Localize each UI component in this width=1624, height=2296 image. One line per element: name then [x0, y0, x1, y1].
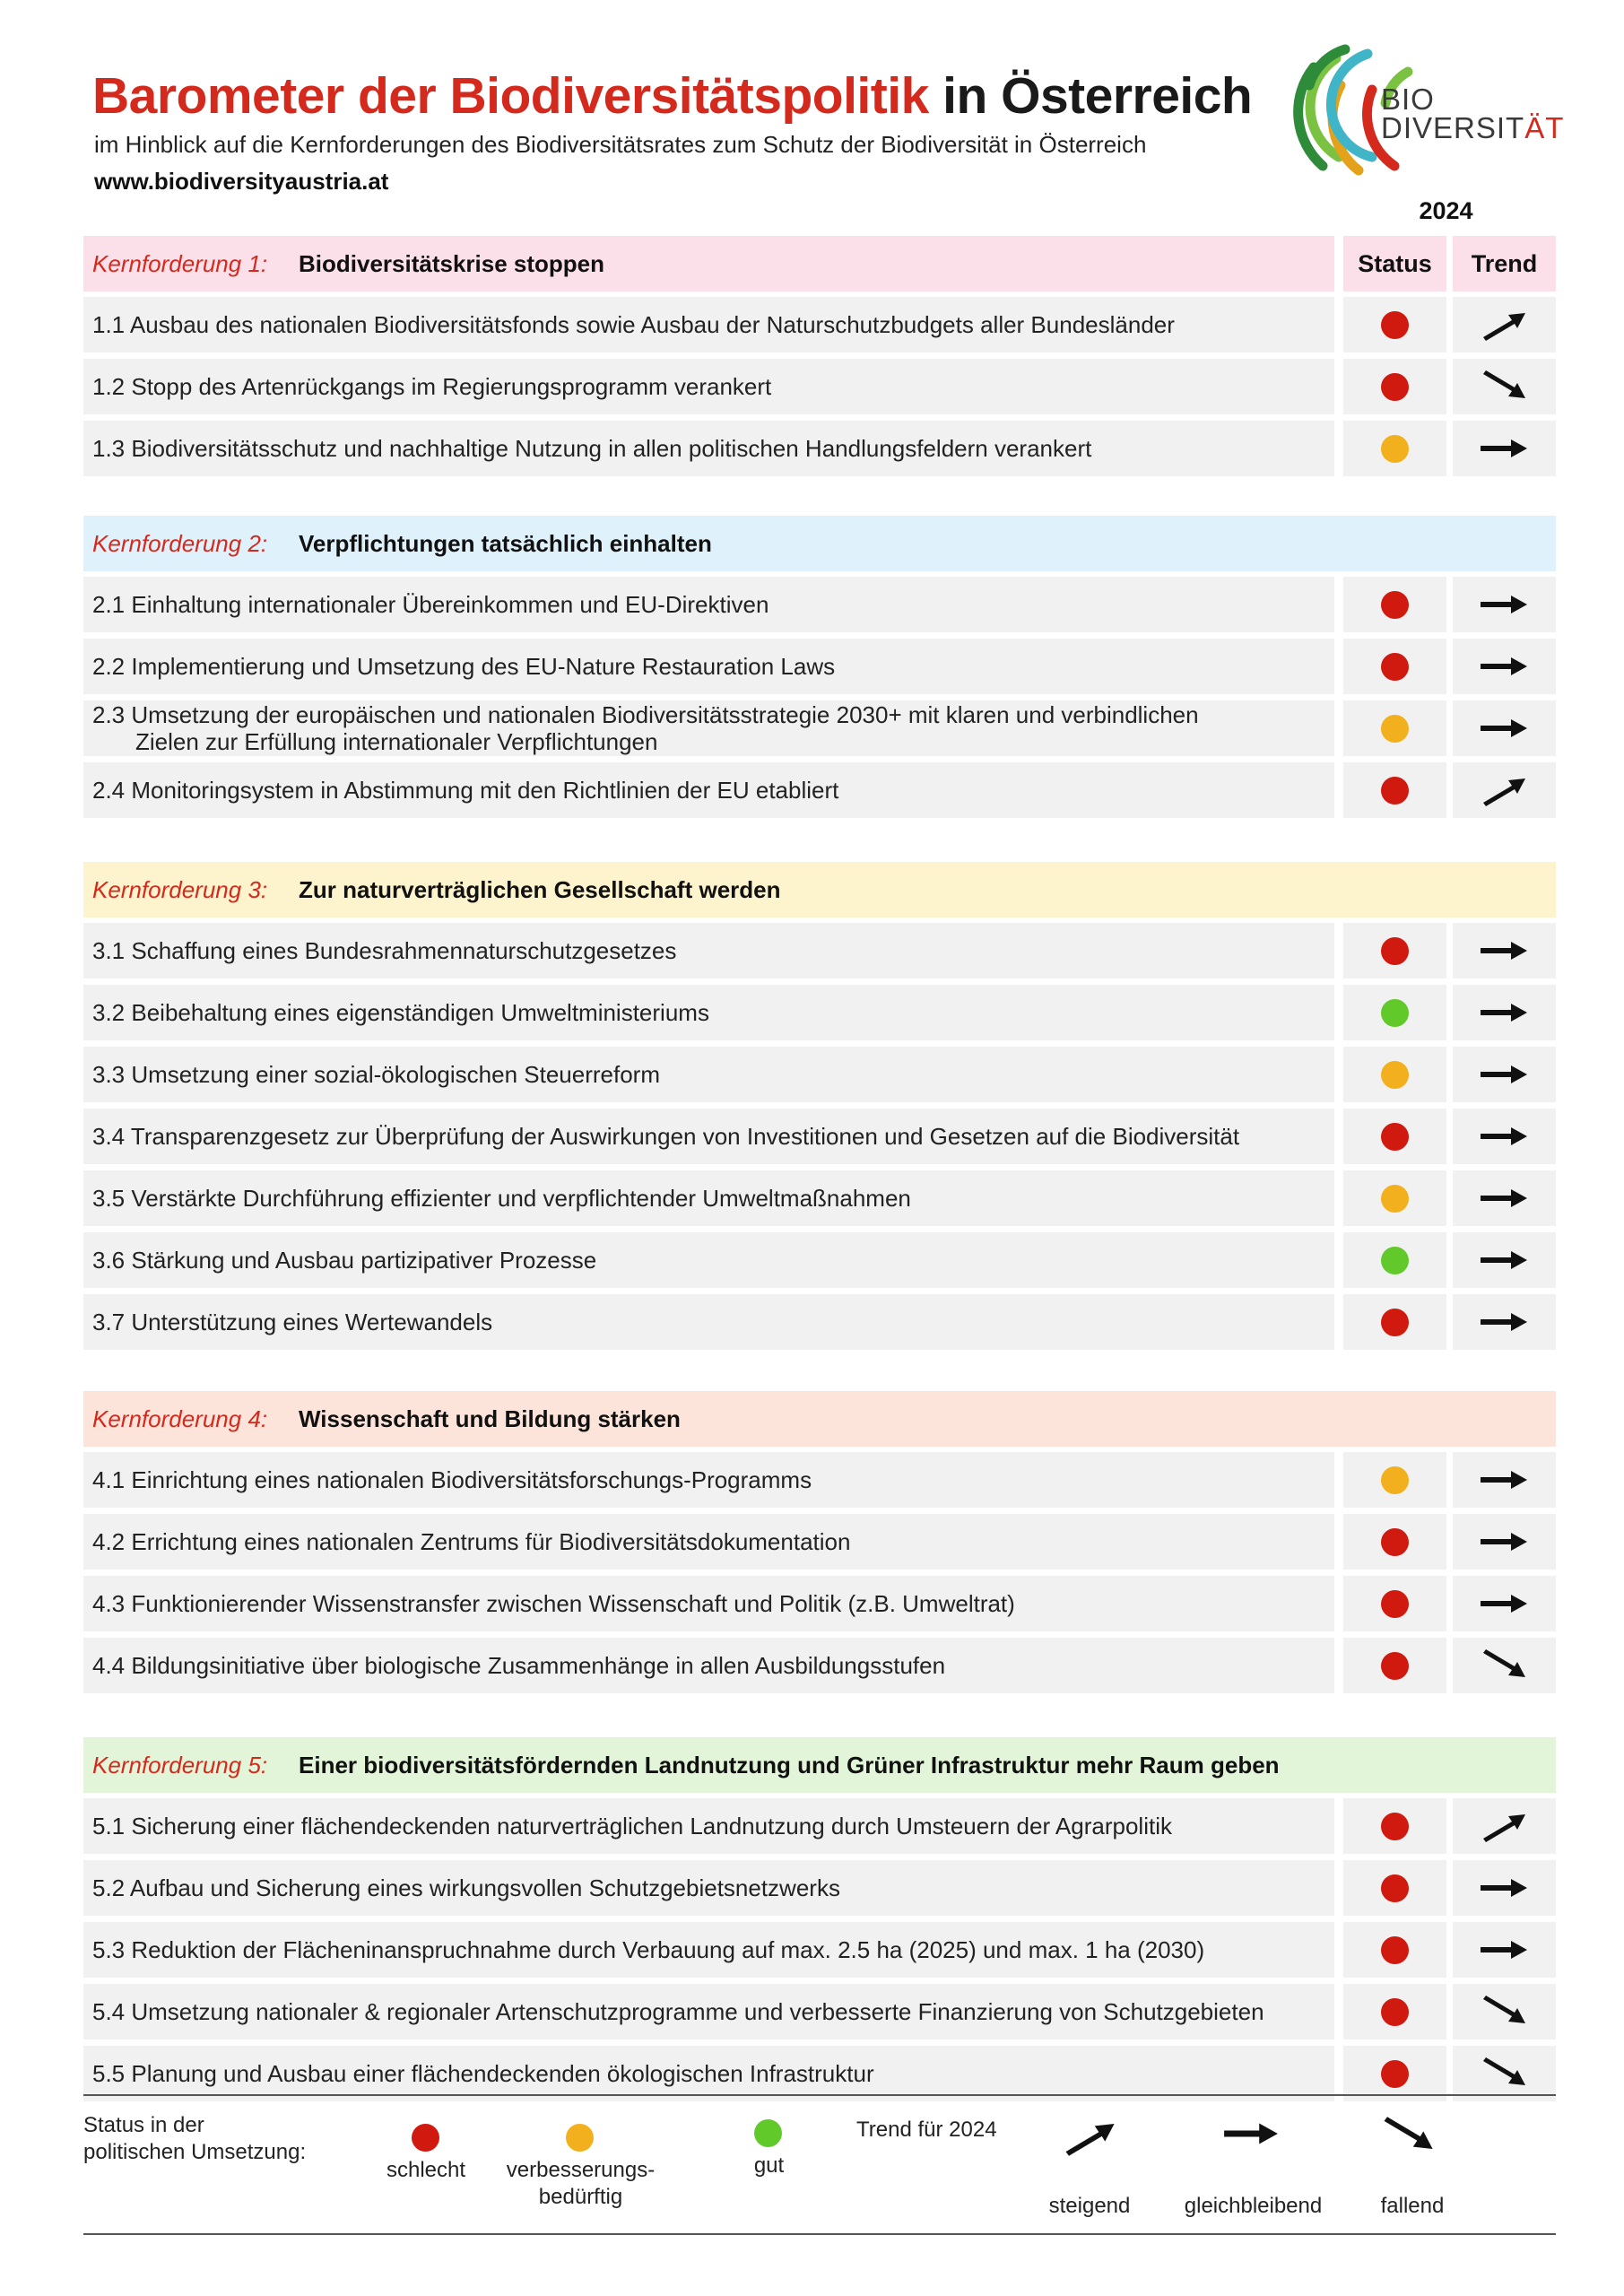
- requirement-text-line: 1.2 Stopp des Artenrückgangs im Regierungsprogramm verankert: [92, 373, 772, 400]
- requirement-text-line: 3.3 Umsetzung einer sozial-ökologischen Steuerreform: [92, 1061, 660, 1088]
- group-label: Kernforderung 3:: [92, 875, 268, 903]
- table-row: [83, 421, 1556, 476]
- trend-steady-arrow-icon: [1477, 1932, 1531, 1968]
- status-cell: [1343, 1294, 1446, 1350]
- legend-top-divider: [83, 2094, 1556, 2096]
- trend-cell: [1453, 1638, 1556, 1693]
- requirement-text: [83, 297, 1334, 352]
- table-row: [83, 577, 1556, 632]
- year-label: 2024: [1419, 197, 1473, 224]
- table-row: [83, 923, 1556, 978]
- table-row: [83, 1798, 1556, 1854]
- trend-rising-arrow-icon: [1477, 772, 1531, 808]
- website-link[interactable]: www.biodiversityaustria.at: [94, 168, 389, 195]
- status-green-dot: [1381, 999, 1409, 1027]
- table-row: [83, 297, 1556, 352]
- status-cell: [1343, 762, 1446, 818]
- status-red-dot: [1381, 1528, 1409, 1556]
- table-row: [83, 762, 1556, 818]
- status-red-dot: [1381, 1590, 1409, 1618]
- requirement-text-line: 5.4 Umsetzung nationaler & regionaler Artenschutzprogramme und verbesserte Finanzierung von Schutzgebieten: [92, 1998, 1264, 2025]
- table-row: [83, 1922, 1556, 1978]
- trend-cell: [1453, 1984, 1556, 2039]
- trend-steady-arrow-icon: [1477, 1057, 1531, 1092]
- requirement-text: [83, 1170, 1334, 1226]
- group-header-3: [83, 862, 1556, 918]
- trend-falling-arrow-icon: [1477, 1648, 1531, 1683]
- status-cell: [1343, 1232, 1446, 1288]
- legend-good-label: gut: [753, 2153, 785, 2178]
- trend-cell: [1453, 359, 1556, 414]
- table-row: [83, 1232, 1556, 1288]
- requirement-text-line: 1.3 Biodiversitätsschutz und nachhaltige Nutzung in allen politischen Handlungsfeldern verankert: [92, 435, 1092, 462]
- status-cell: [1343, 1922, 1446, 1978]
- trend-steady-arrow-icon: [1477, 648, 1531, 684]
- status-red-dot: [1381, 2060, 1409, 2088]
- requirement-text-line: 5.2 Aufbau und Sicherung eines wirkungsvollen Schutzgebietsnetzwerks: [92, 1874, 840, 1901]
- status-yellow-dot: [1381, 1185, 1409, 1213]
- group-label: Kernforderung 2:: [92, 529, 268, 557]
- status-red-dot: [1381, 777, 1409, 804]
- logo-word-diversitaet: DIVERSITÄT: [1381, 111, 1565, 144]
- status-green-dot: [1381, 1247, 1409, 1274]
- status-cell: [1343, 1638, 1446, 1693]
- group-title: Verpflichtungen tatsächlich einhalten: [299, 529, 712, 557]
- trend-steady-arrow-icon: [1477, 995, 1531, 1031]
- requirement-text-line-1: 2.3 Umsetzung der europäischen und nationalen Biodiversitätsstrategie 2030+ mit klaren und verbindlichen: [92, 701, 1199, 728]
- trend-column-header: Trend: [1453, 236, 1556, 291]
- requirement-text-line: 4.4 Bildungsinitiative über biologische Zusammenhänge in allen Ausbildungsstufen: [92, 1652, 946, 1679]
- table-row: [83, 1638, 1556, 1693]
- table-row: [83, 1576, 1556, 1631]
- status-column-header: Status: [1343, 236, 1446, 291]
- legend-rising-label: steigend: [1048, 2194, 1131, 2218]
- trend-steady-arrow-icon: [1477, 933, 1531, 969]
- requirement-text-line: 4.2 Errichtung eines nationalen Zentrums für Biodiversitätsdokumentation: [92, 1528, 851, 1555]
- legend-yellow-dot: [566, 2124, 594, 2152]
- table-row: [83, 1860, 1556, 1916]
- requirement-text: [83, 359, 1334, 414]
- table-row: [83, 985, 1556, 1040]
- status-red-dot: [1381, 653, 1409, 681]
- status-cell: [1343, 577, 1446, 632]
- trend-steady-arrow-icon: [1477, 1118, 1531, 1154]
- status-red-dot: [1381, 1813, 1409, 1840]
- group-header-2: [83, 516, 1556, 571]
- trend-cell: [1453, 2046, 1556, 2101]
- status-cell: [1343, 1047, 1446, 1102]
- trend-steady-arrow-icon: [1477, 1242, 1531, 1278]
- requirement-text: [83, 1798, 1334, 1854]
- status-cell: [1343, 700, 1446, 756]
- table-row: [83, 1514, 1556, 1570]
- status-red-dot: [1381, 1309, 1409, 1336]
- group-label: Kernforderung 4:: [92, 1405, 268, 1432]
- group-title: Wissenschaft und Bildung stärken: [299, 1405, 681, 1432]
- trend-steady-arrow-icon: [1477, 710, 1531, 746]
- title-region: in Österreich: [942, 67, 1253, 125]
- legend-rising-arrow-icon: [1058, 2117, 1121, 2158]
- trend-falling-arrow-icon: [1477, 369, 1531, 404]
- status-cell: [1343, 923, 1446, 978]
- status-yellow-dot: [1381, 435, 1409, 463]
- requirement-text-line: 2.1 Einhaltung internationaler Übereinkommen und EU-Direktiven: [92, 591, 769, 618]
- trend-steady-arrow-icon: [1477, 1586, 1531, 1622]
- trend-cell: [1453, 421, 1556, 476]
- legend-steady-arrow-icon: [1220, 2113, 1282, 2154]
- trend-cell: [1453, 1514, 1556, 1570]
- status-red-dot: [1381, 1874, 1409, 1902]
- trend-falling-arrow-icon: [1477, 2056, 1531, 2092]
- requirement-text: [83, 2046, 1334, 2101]
- trend-cell: [1453, 700, 1556, 756]
- requirement-text: [83, 1922, 1334, 1978]
- legend-falling-label: fallend: [1380, 2194, 1445, 2218]
- group-header-1: [83, 236, 1556, 291]
- status-cell: [1343, 1109, 1446, 1164]
- status-cell: [1343, 1514, 1446, 1570]
- legend-steady-label: gleichbleibend: [1184, 2194, 1323, 2218]
- page-title: [92, 66, 1252, 126]
- group-header-5: [83, 1737, 1556, 1793]
- requirement-text: [83, 1232, 1334, 1288]
- status-cell: [1343, 421, 1446, 476]
- requirement-text: [83, 639, 1334, 694]
- requirement-text: [83, 700, 1334, 756]
- trend-rising-arrow-icon: [1477, 307, 1531, 343]
- trend-steady-arrow-icon: [1477, 1524, 1531, 1560]
- requirement-text: [83, 1294, 1334, 1350]
- group-label: Kernforderung 1:: [92, 249, 268, 277]
- status-cell: [1343, 2046, 1446, 2101]
- status-cell: [1343, 1170, 1446, 1226]
- trend-cell: [1453, 1294, 1556, 1350]
- legend-status-label: Status in der politischen Umsetzung:: [83, 2113, 307, 2164]
- legend-trend-label: Trend für 2024: [856, 2118, 997, 2142]
- requirement-text-line: 3.4 Transparenzgesetz zur Überprüfung der Auswirkungen von Investitionen und Gesetzen auf die Biodiversität: [92, 1123, 1240, 1150]
- trend-rising-arrow-icon: [1477, 1808, 1531, 1844]
- trend-cell: [1453, 1922, 1556, 1978]
- status-cell: [1343, 1860, 1446, 1916]
- requirement-text-line: 5.3 Reduktion der Flächeninanspruchnahme durch Verbauung auf max. 2.5 ha (2025) und max. 1 ha (2030): [92, 1936, 1205, 1963]
- trend-cell: [1453, 1109, 1556, 1164]
- trend-cell: [1453, 923, 1556, 978]
- status-red-dot: [1381, 591, 1409, 619]
- trend-steady-arrow-icon: [1477, 1180, 1531, 1216]
- title-main: Barometer der Biodiversitätspolitik: [92, 67, 929, 125]
- group-title: Biodiversitätskrise stoppen: [299, 249, 604, 277]
- status-red-dot: [1381, 311, 1409, 339]
- table-row: [83, 639, 1556, 694]
- group-title: Zur naturverträglichen Gesellschaft werden: [299, 875, 781, 903]
- table-row: [83, 2046, 1556, 2101]
- legend-bottom-divider: [83, 2233, 1556, 2235]
- status-red-dot: [1381, 1998, 1409, 2026]
- legend-green-dot: [754, 2119, 782, 2147]
- requirement-text: [83, 1576, 1334, 1631]
- table-row: [83, 1452, 1556, 1508]
- requirement-text: [83, 1109, 1334, 1164]
- trend-cell: [1453, 1047, 1556, 1102]
- requirement-text: [83, 1860, 1334, 1916]
- trend-cell: [1453, 1452, 1556, 1508]
- requirement-text-line: 2.4 Monitoringsystem in Abstimmung mit den Richtlinien der EU etabliert: [92, 777, 839, 804]
- trend-cell: [1453, 1170, 1556, 1226]
- requirement-text: [83, 762, 1334, 818]
- trend-steady-arrow-icon: [1477, 587, 1531, 622]
- legend-red-dot: [412, 2124, 439, 2152]
- requirement-text: [83, 1638, 1334, 1693]
- trend-cell: [1453, 985, 1556, 1040]
- trend-steady-arrow-icon: [1477, 1870, 1531, 1906]
- trend-cell: [1453, 1798, 1556, 1854]
- requirement-text-line: 5.1 Sicherung einer flächendeckenden naturverträglichen Landnutzung durch Umsteuern der Agrarpolitik: [92, 1813, 1172, 1839]
- requirement-text-line: 2.2 Implementierung und Umsetzung des EU-Nature Restauration Laws: [92, 653, 836, 680]
- status-yellow-dot: [1381, 1061, 1409, 1089]
- logo-wordmark: [1381, 85, 1564, 143]
- status-cell: [1343, 1984, 1446, 2039]
- group-title: Einer biodiversitätsfördernden Landnutzung und Grüner Infrastruktur mehr Raum geben: [299, 1751, 1280, 1779]
- trend-steady-arrow-icon: [1477, 1462, 1531, 1498]
- table-row: [83, 1984, 1556, 2039]
- table-row: [83, 1109, 1556, 1164]
- trend-cell: [1453, 639, 1556, 694]
- trend-steady-arrow-icon: [1477, 1304, 1531, 1340]
- status-red-dot: [1381, 1936, 1409, 1964]
- legend-falling-arrow-icon: [1376, 2115, 1439, 2156]
- requirement-text-line: 3.5 Verstärkte Durchführung effizienter und verpflichtender Umweltmaßnahmen: [92, 1185, 911, 1212]
- trend-cell: [1453, 1232, 1556, 1288]
- status-cell: [1343, 359, 1446, 414]
- status-cell: [1343, 1452, 1446, 1508]
- requirement-text-line: 3.7 Unterstützung eines Wertewandels: [92, 1309, 493, 1335]
- status-yellow-dot: [1381, 715, 1409, 743]
- status-red-dot: [1381, 1652, 1409, 1680]
- requirement-text-line: 1.1 Ausbau des nationalen Biodiversitätsfonds sowie Ausbau der Naturschutzbudgets aller Bundesländer: [92, 311, 1175, 338]
- trend-cell: [1453, 1576, 1556, 1631]
- table-row: [83, 1170, 1556, 1226]
- requirement-text-line: 4.3 Funktionierender Wissenstransfer zwischen Wissenschaft und Politik (z.B. Umweltrat): [92, 1590, 1015, 1617]
- status-cell: [1343, 985, 1446, 1040]
- page-subtitle: im Hinblick auf die Kernforderungen des Biodiversitätsrates zum Schutz der Biodiversität in Österreich: [94, 131, 1147, 158]
- status-red-dot: [1381, 937, 1409, 965]
- requirement-text-line-2: Zielen zur Erfüllung internationaler Verpflichtungen: [135, 728, 658, 755]
- table-row: [83, 1294, 1556, 1350]
- requirement-text: [83, 1047, 1334, 1102]
- table-row: [83, 1047, 1556, 1102]
- requirement-text: [83, 1514, 1334, 1570]
- table-row: [83, 700, 1556, 756]
- logo-word-bio: BIO: [1381, 83, 1435, 116]
- group-header-4: [83, 1391, 1556, 1447]
- requirement-text: [83, 1452, 1334, 1508]
- status-cell: [1343, 639, 1446, 694]
- requirement-text-line: 4.1 Einrichtung eines nationalen Biodiversitätsforschungs-Programms: [92, 1466, 812, 1493]
- requirement-text: [83, 985, 1334, 1040]
- status-cell: [1343, 1798, 1446, 1854]
- trend-cell: [1453, 577, 1556, 632]
- requirement-text-line: 3.2 Beibehaltung eines eigenständigen Umweltministeriums: [92, 999, 709, 1026]
- requirement-text: [83, 1984, 1334, 2039]
- status-cell: [1343, 297, 1446, 352]
- legend-bad-label: schlecht: [386, 2158, 466, 2182]
- requirement-text-line: 5.5 Planung und Ausbau einer flächendeckenden ökologischen Infrastruktur: [92, 2060, 874, 2087]
- trend-falling-arrow-icon: [1477, 1994, 1531, 2030]
- trend-cell: [1453, 1860, 1556, 1916]
- status-red-dot: [1381, 1123, 1409, 1151]
- trend-cell: [1453, 762, 1556, 818]
- status-yellow-dot: [1381, 1466, 1409, 1494]
- requirement-text: [83, 421, 1334, 476]
- requirement-text-line: 3.1 Schaffung eines Bundesrahmennaturschutzgesetzes: [92, 937, 677, 964]
- table-row: [83, 359, 1556, 414]
- trend-cell: [1453, 297, 1556, 352]
- legend-improve-label: verbesserungs- bedürftig: [506, 2158, 656, 2209]
- requirement-text-line: 3.6 Stärkung und Ausbau partizipativer Prozesse: [92, 1247, 597, 1274]
- requirement-text: [83, 923, 1334, 978]
- status-cell: [1343, 1576, 1446, 1631]
- trend-steady-arrow-icon: [1477, 430, 1531, 466]
- requirement-text: [83, 577, 1334, 632]
- group-label: Kernforderung 5:: [92, 1751, 268, 1779]
- status-red-dot: [1381, 373, 1409, 401]
